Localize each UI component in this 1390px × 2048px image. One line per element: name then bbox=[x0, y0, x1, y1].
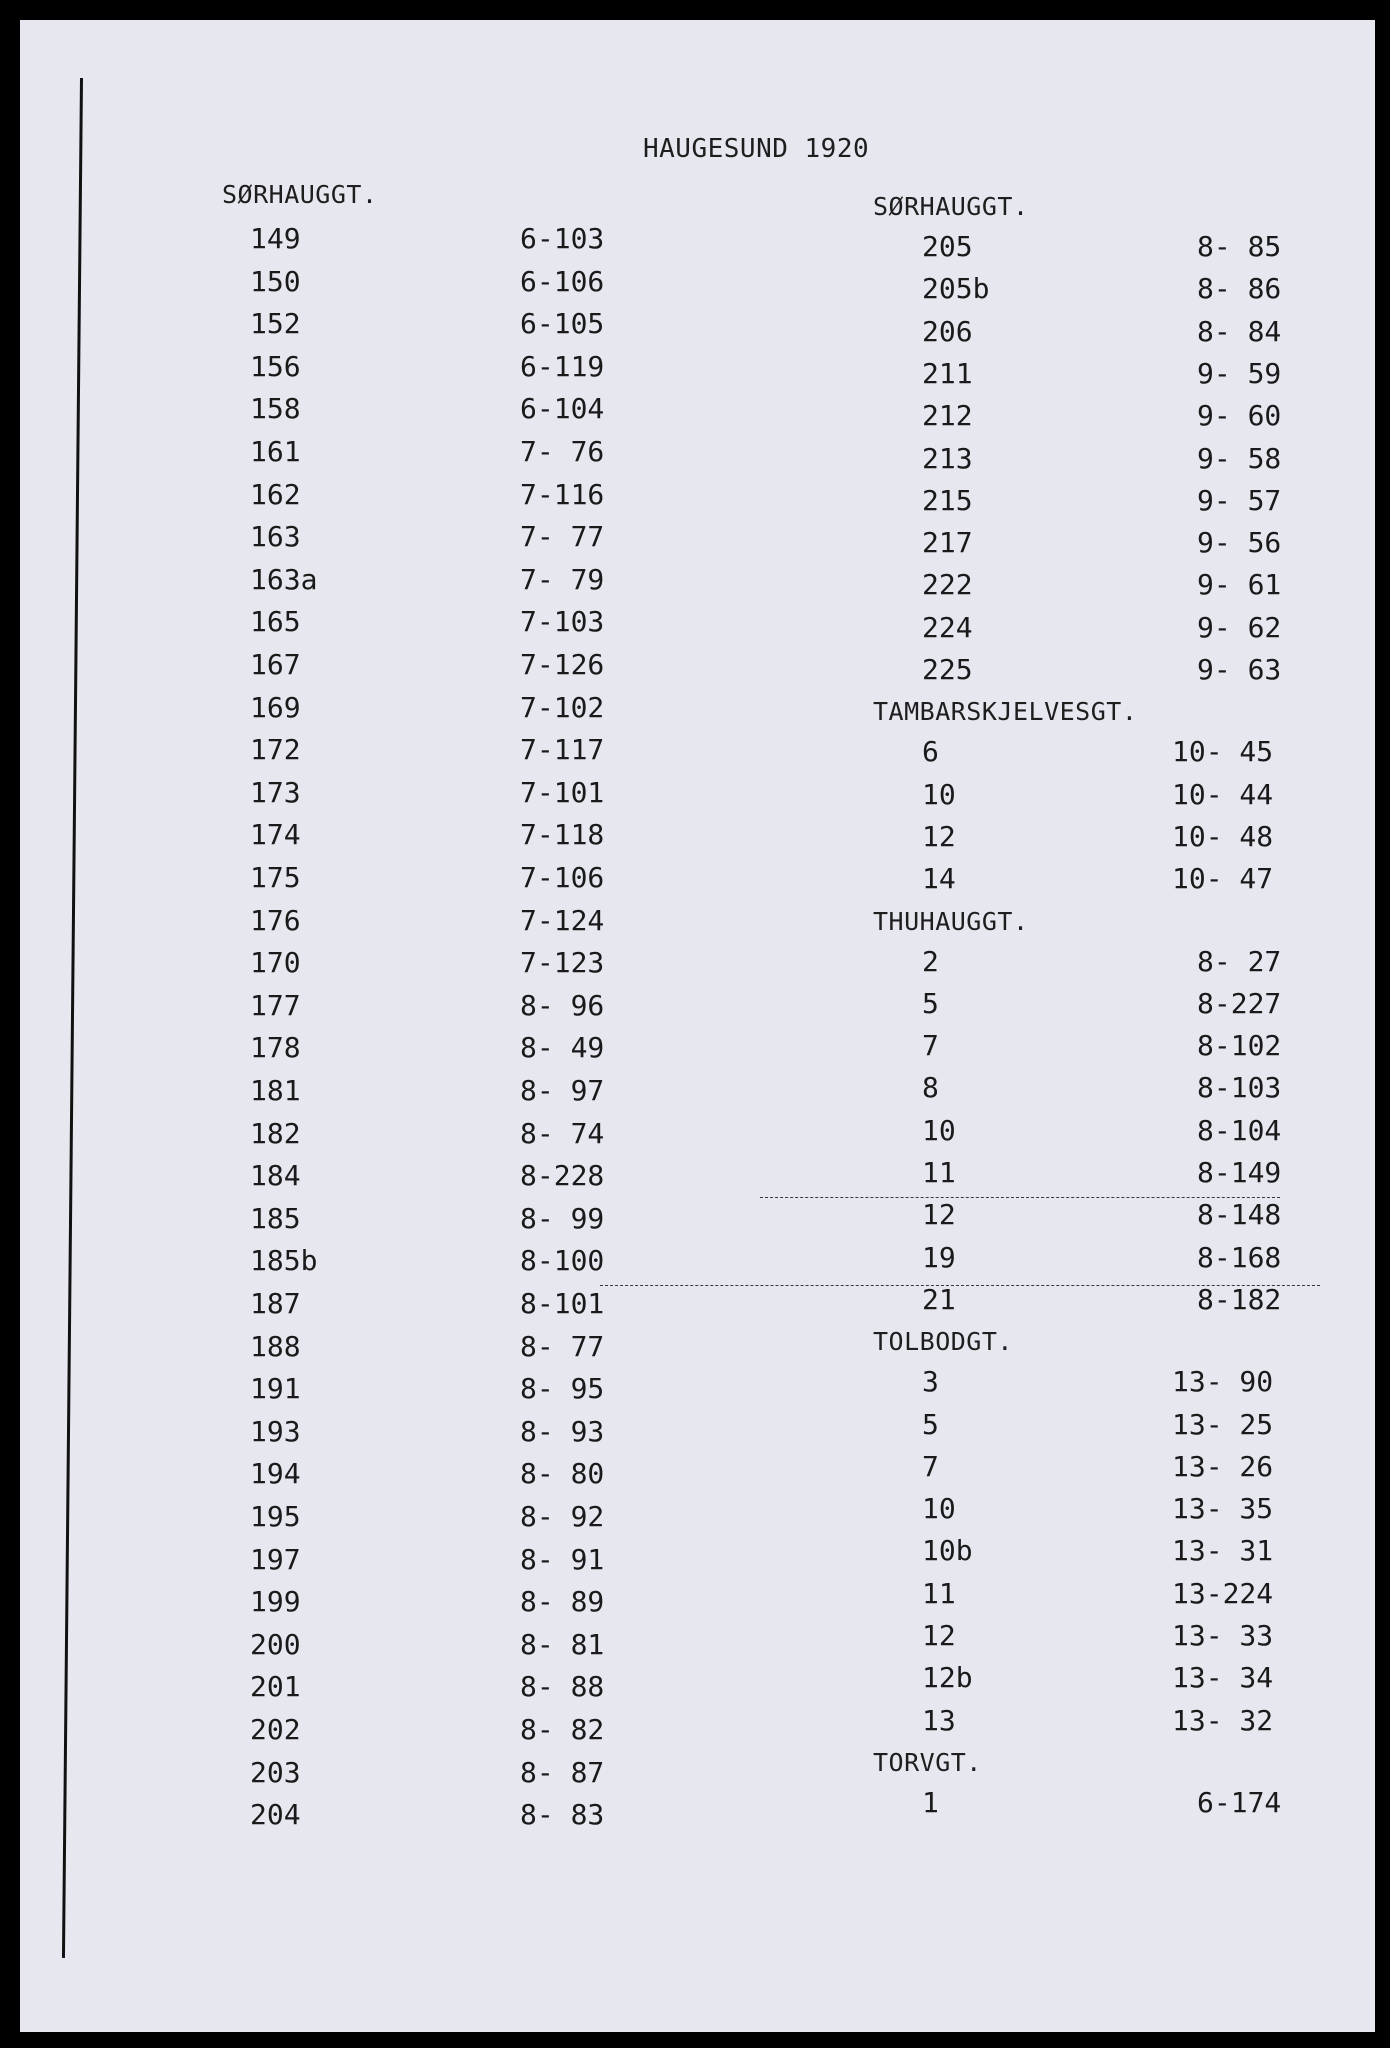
reference-number: 9- 57 bbox=[1197, 483, 1282, 517]
address-number: 184 bbox=[250, 1159, 301, 1193]
address-number: 161 bbox=[250, 435, 301, 468]
address-number: 2 bbox=[922, 944, 939, 978]
divider-rule bbox=[760, 1197, 1280, 1198]
address-number: 193 bbox=[250, 1414, 301, 1448]
address-number: 212 bbox=[922, 399, 973, 433]
reference-number: 7-126 bbox=[520, 648, 605, 681]
address-number: 7 bbox=[922, 1449, 939, 1483]
reference-number: 8- 80 bbox=[520, 1457, 605, 1491]
reference-number: 13- 25 bbox=[1172, 1407, 1274, 1441]
reference-number: 13- 34 bbox=[1172, 1661, 1274, 1695]
address-number: 173 bbox=[250, 775, 301, 809]
reference-number: 13- 31 bbox=[1172, 1534, 1274, 1568]
address-number: 12 bbox=[922, 819, 956, 853]
section-heading: SØRHAUGGT. bbox=[873, 192, 1029, 221]
address-number: 206 bbox=[922, 314, 973, 348]
reference-number: 13-224 bbox=[1172, 1576, 1274, 1610]
reference-number: 8- 89 bbox=[520, 1585, 605, 1619]
address-number: 167 bbox=[250, 648, 301, 681]
reference-number: 8- 88 bbox=[520, 1670, 605, 1704]
address-number: 10 bbox=[922, 1113, 956, 1147]
reference-number: 7-102 bbox=[520, 690, 605, 724]
reference-number: 6-104 bbox=[520, 392, 605, 426]
address-number: 187 bbox=[250, 1287, 301, 1320]
reference-number: 6-119 bbox=[520, 349, 605, 383]
address-number: 178 bbox=[250, 1031, 301, 1065]
page-title: HAUGESUND 1920 bbox=[643, 134, 870, 164]
reference-number: 8-227 bbox=[1197, 986, 1282, 1020]
address-number: 163 bbox=[250, 520, 301, 554]
section-heading: SØRHAUGGT. bbox=[222, 180, 378, 209]
reference-number: 8-228 bbox=[520, 1159, 605, 1193]
reference-number: 13- 35 bbox=[1172, 1492, 1274, 1526]
reference-number: 8- 87 bbox=[520, 1755, 605, 1789]
reference-number: 9- 61 bbox=[1197, 568, 1282, 602]
address-number: 169 bbox=[250, 690, 301, 724]
reference-number: 9- 62 bbox=[1197, 610, 1282, 644]
reference-number: 6-103 bbox=[520, 222, 605, 255]
address-number: 6 bbox=[922, 735, 939, 769]
reference-number: 10- 48 bbox=[1172, 819, 1274, 853]
reference-number: 8-102 bbox=[1197, 1029, 1282, 1063]
address-number: 225 bbox=[922, 653, 973, 686]
section-heading: TAMBARSKJELVESGT. bbox=[873, 697, 1138, 727]
address-number: 162 bbox=[250, 477, 301, 511]
address-number: 197 bbox=[250, 1542, 301, 1576]
address-number: 150 bbox=[250, 264, 301, 298]
address-number: 7 bbox=[922, 1029, 939, 1063]
reference-number: 7-118 bbox=[520, 818, 605, 852]
address-number: 5 bbox=[922, 1407, 939, 1441]
address-number: 10 bbox=[922, 777, 956, 811]
address-number: 224 bbox=[922, 610, 973, 644]
address-number: 176 bbox=[250, 903, 301, 937]
address-number: 5 bbox=[922, 986, 939, 1020]
address-number: 177 bbox=[250, 988, 301, 1022]
reference-number: 7-123 bbox=[520, 946, 605, 980]
address-number: 14 bbox=[922, 862, 956, 896]
reference-number: 8-182 bbox=[1197, 1282, 1282, 1316]
reference-number: 7-101 bbox=[520, 775, 605, 809]
reference-number: 10- 44 bbox=[1172, 777, 1274, 811]
address-number: 205 bbox=[922, 230, 973, 263]
reference-number: 7- 79 bbox=[520, 562, 605, 596]
reference-number: 13- 26 bbox=[1172, 1449, 1274, 1483]
address-number: 12 bbox=[922, 1198, 956, 1232]
address-number: 182 bbox=[250, 1116, 301, 1150]
reference-number: 8- 82 bbox=[520, 1713, 605, 1746]
reference-number: 8- 96 bbox=[520, 988, 605, 1022]
address-number: 204 bbox=[250, 1798, 301, 1832]
address-number: 185 bbox=[250, 1201, 301, 1235]
section-heading: TORVGT. bbox=[873, 1747, 982, 1777]
reference-number: 8-103 bbox=[1197, 1071, 1282, 1105]
address-number: 194 bbox=[250, 1457, 301, 1491]
reference-number: 8- 99 bbox=[520, 1201, 605, 1235]
reference-number: 9- 60 bbox=[1197, 399, 1282, 433]
reference-number: 7-116 bbox=[520, 477, 605, 511]
reference-number: 8- 85 bbox=[1197, 230, 1282, 263]
reference-number: 8-149 bbox=[1197, 1156, 1282, 1189]
address-number: 149 bbox=[250, 222, 301, 255]
address-number: 158 bbox=[250, 392, 301, 426]
reference-number: 7- 76 bbox=[520, 435, 605, 468]
reference-number: 8-168 bbox=[1197, 1240, 1282, 1274]
address-number: 10b bbox=[922, 1534, 973, 1568]
reference-number: 8- 77 bbox=[520, 1329, 605, 1363]
address-number: 175 bbox=[250, 861, 301, 894]
reference-number: 7- 77 bbox=[520, 520, 605, 554]
address-number: 202 bbox=[250, 1713, 301, 1746]
reference-number: 8- 93 bbox=[520, 1414, 605, 1448]
reference-number: 10- 47 bbox=[1172, 862, 1274, 896]
reference-number: 6-106 bbox=[520, 264, 605, 298]
address-number: 195 bbox=[250, 1500, 301, 1533]
reference-number: 8- 74 bbox=[520, 1116, 605, 1150]
address-number: 222 bbox=[922, 568, 973, 602]
reference-number: 8-104 bbox=[1197, 1113, 1282, 1147]
address-number: 205b bbox=[922, 272, 990, 306]
reference-number: 8-101 bbox=[520, 1287, 605, 1320]
address-number: 199 bbox=[250, 1585, 301, 1619]
reference-number: 7-103 bbox=[520, 605, 605, 639]
address-number: 8 bbox=[922, 1071, 939, 1105]
reference-number: 8-100 bbox=[520, 1244, 605, 1278]
address-number: 3 bbox=[922, 1365, 939, 1399]
address-number: 21 bbox=[922, 1282, 956, 1316]
address-number: 11 bbox=[922, 1156, 956, 1189]
reference-number: 8- 91 bbox=[520, 1542, 605, 1576]
reference-number: 6-174 bbox=[1197, 1785, 1282, 1819]
address-number: 213 bbox=[922, 441, 973, 475]
address-number: 12b bbox=[922, 1661, 973, 1695]
reference-number: 8- 92 bbox=[520, 1500, 605, 1533]
address-number: 19 bbox=[922, 1240, 956, 1274]
address-number: 215 bbox=[922, 483, 973, 517]
address-number: 188 bbox=[250, 1329, 301, 1363]
address-number: 170 bbox=[250, 946, 301, 980]
reference-number: 7-106 bbox=[520, 861, 605, 894]
address-number: 156 bbox=[250, 349, 301, 383]
reference-number: 9- 63 bbox=[1197, 653, 1282, 686]
reference-number: 8- 84 bbox=[1197, 314, 1282, 348]
reference-number: 8-148 bbox=[1197, 1198, 1282, 1232]
margin-line bbox=[62, 78, 83, 1958]
address-number: 10 bbox=[922, 1492, 956, 1526]
section-heading: THUHAUGGT. bbox=[873, 906, 1029, 936]
address-number: 191 bbox=[250, 1372, 301, 1406]
reference-number: 9- 58 bbox=[1197, 441, 1282, 475]
reference-number: 8- 27 bbox=[1197, 944, 1282, 978]
reference-number: 8- 81 bbox=[520, 1627, 605, 1661]
address-number: 200 bbox=[250, 1627, 301, 1661]
address-number: 12 bbox=[922, 1619, 956, 1652]
address-number: 185b bbox=[250, 1244, 318, 1278]
divider-rule bbox=[600, 1285, 1320, 1286]
address-number: 174 bbox=[250, 818, 301, 852]
reference-number: 8- 95 bbox=[520, 1372, 605, 1406]
reference-number: 8- 97 bbox=[520, 1074, 605, 1107]
address-number: 1 bbox=[922, 1785, 939, 1819]
reference-number: 6-105 bbox=[520, 307, 605, 341]
reference-number: 7-124 bbox=[520, 903, 605, 937]
address-number: 172 bbox=[250, 733, 301, 767]
address-number: 203 bbox=[250, 1755, 301, 1789]
address-number: 163a bbox=[250, 562, 318, 596]
reference-number: 9- 56 bbox=[1197, 526, 1282, 560]
section-heading: TOLBODGT. bbox=[873, 1327, 1013, 1357]
address-number: 201 bbox=[250, 1670, 301, 1704]
address-number: 181 bbox=[250, 1074, 301, 1107]
reference-number: 13- 32 bbox=[1172, 1703, 1274, 1737]
reference-number: 13- 90 bbox=[1172, 1365, 1274, 1399]
address-number: 211 bbox=[922, 356, 973, 390]
address-number: 13 bbox=[922, 1703, 956, 1737]
address-number: 217 bbox=[922, 526, 973, 560]
reference-number: 7-117 bbox=[520, 733, 605, 767]
reference-number: 10- 45 bbox=[1172, 735, 1274, 769]
address-number: 152 bbox=[250, 307, 301, 341]
reference-number: 13- 33 bbox=[1172, 1619, 1274, 1652]
address-number: 11 bbox=[922, 1576, 956, 1610]
address-number: 165 bbox=[250, 605, 301, 639]
reference-number: 8- 49 bbox=[520, 1031, 605, 1065]
reference-number: 8- 83 bbox=[520, 1798, 605, 1832]
reference-number: 9- 59 bbox=[1197, 356, 1282, 390]
reference-number: 8- 86 bbox=[1197, 272, 1282, 306]
